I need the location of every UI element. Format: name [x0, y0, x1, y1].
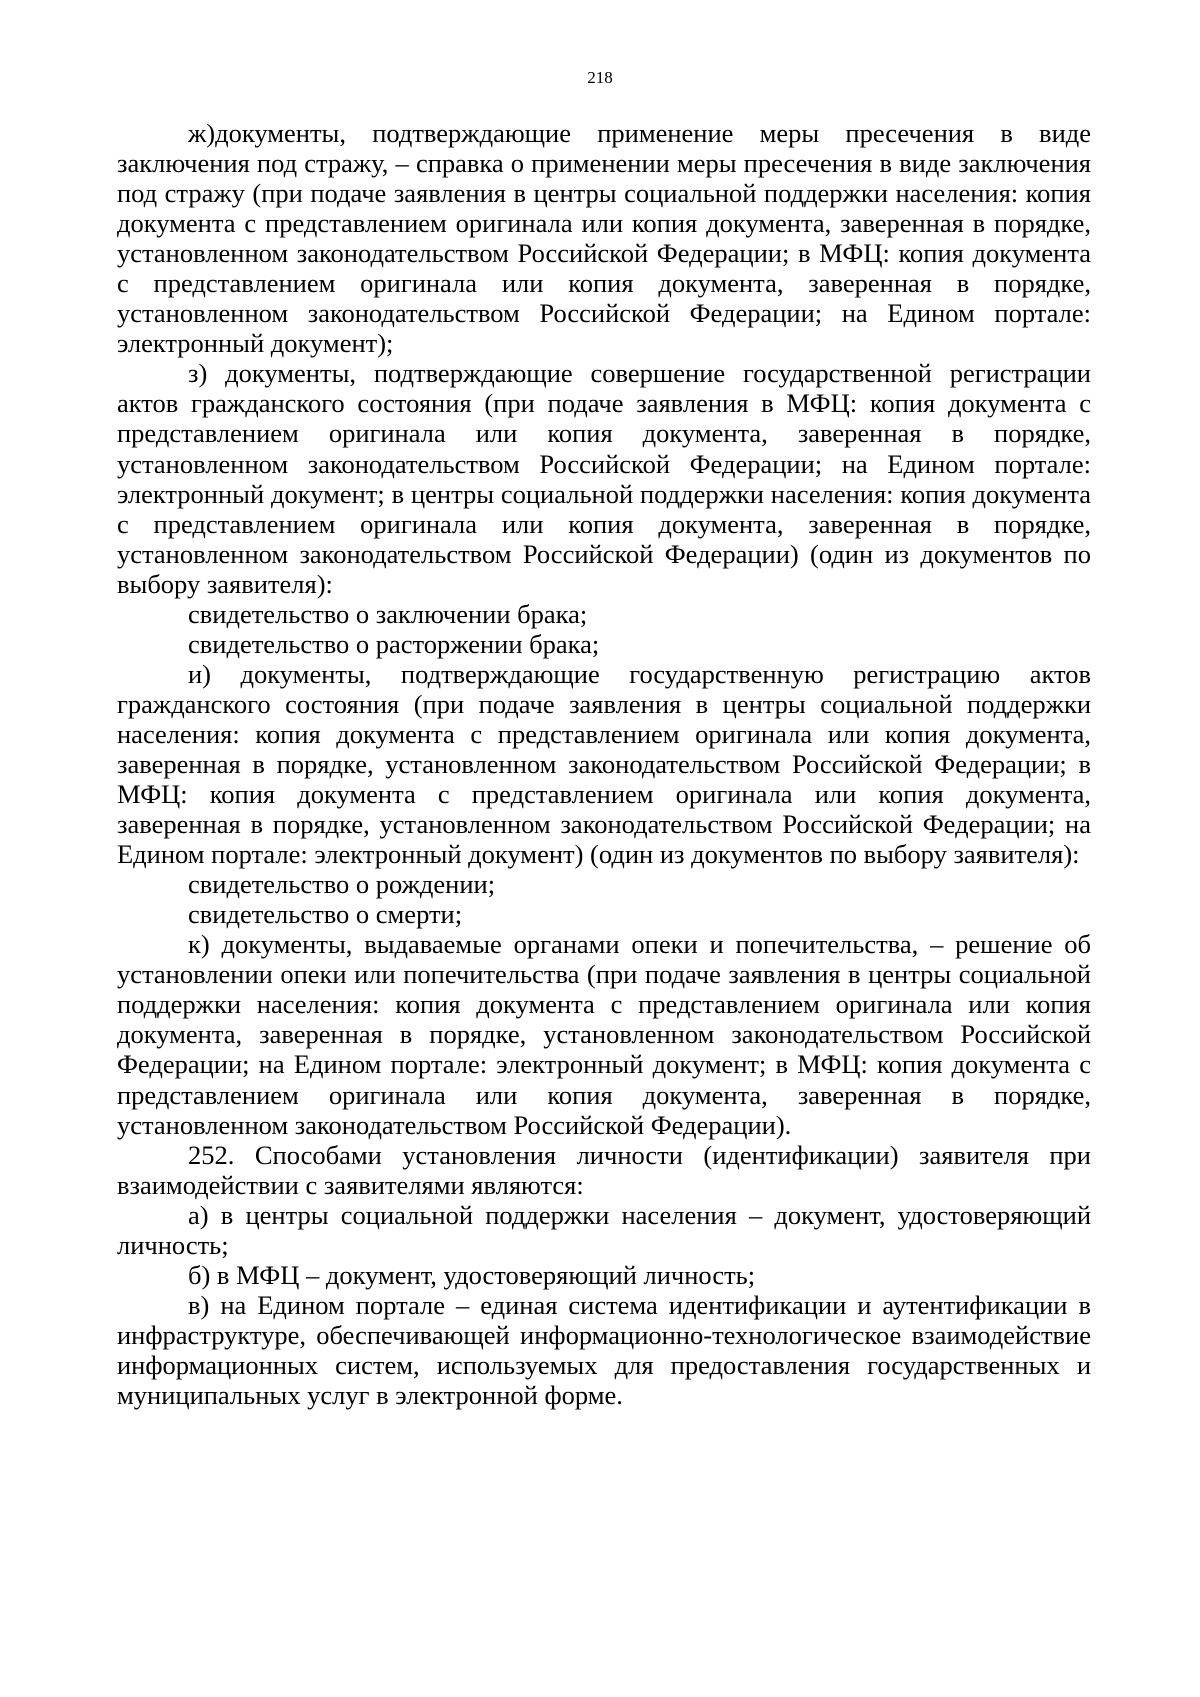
page-number: 218	[587, 68, 613, 87]
paragraph-item-z: з) документы, подтверждающие совершение государственной регистрации актов гражданского состояния (при подаче заявления в МФЦ: копия документа с представлением оригинала или копия документа, заверенная в порядке, установленном законодательством Российской Федерации; на Едином портале: электронный документ; в центры социальной поддержки населения: копия документа с представлением оригинала или копия документа, заверенная в порядке, установленном законодательством Российской Федерации) (один из документов по выбору заявителя):	[117, 358, 1091, 599]
list-item-birth-certificate: свидетельство о рождении;	[188, 869, 496, 900]
list-item-marriage-certificate: свидетельство о заключении брака;	[188, 598, 588, 629]
paragraph-252: 252. Способами установления личности (идентификации) заявителя при взаимодействии с заявителями являются:	[117, 1139, 1091, 1200]
document-body	[117, 118, 1091, 1410]
paragraph-item-b: б) в МФЦ – документ, удостоверяющий личность;	[188, 1259, 756, 1290]
list-item-death-certificate: свидетельство о смерти;	[188, 899, 463, 930]
list-item-divorce-certificate: свидетельство о расторжении брака;	[188, 628, 600, 659]
paragraph-item-k: к) документы, выдаваемые органами опеки и попечительства, – решение об установлении опеки или попечительства (при подаче заявления в центры социальной поддержки населения: копия документа с представлением оригинала или копия документа, заверенная в порядке, установленном законодательством Российской Федерации; на Едином портале: электронный документ; в МФЦ: копия документа с представлением оригинала или копия документа, заверенная в порядке, установленном законодательством Российской Федерации).	[117, 929, 1091, 1140]
paragraph-item-a: а) в центры социальной поддержки населения – документ, удостоверяющий личность;	[117, 1199, 1091, 1260]
paragraph-item-v: в) на Едином портале – единая система идентификации и аутентификации в инфраструктуре, обеспечивающей информационно-технологическое взаимодействие информационных систем, используемых для предоставления государственных и муниципальных услуг в электронной форме.	[117, 1289, 1091, 1410]
paragraph-item-i: и) документы, подтверждающие государственную регистрацию актов гражданского состояния (при подаче заявления в центры социальной поддержки населения: копия документа с представлением оригинала или копия документа, заверенная в порядке, установленном законодательством Российской Федерации; в МФЦ: копия документа с представлением оригинала или копия документа, заверенная в порядке, установленном законодательством Российской Федерации; на Едином портале: электронный документ) (один из документов по выбору заявителя):	[117, 658, 1091, 870]
paragraph-item-zh: ж)документы, подтверждающие применение меры пресечения в виде заключения под стражу, – справка о применении меры пресечения в виде заключения под стражу (при подаче заявления в центры социальной поддержки населения: копия документа с представлением оригинала или копия документа, заверенная в порядке, установленном законодательством Российской Федерации; в МФЦ: копия документа с представлением оригинала или копия документа, заверенная в порядке, установленном законодательством Российской Федерации; на Едином портале: электронный документ);	[117, 118, 1091, 359]
